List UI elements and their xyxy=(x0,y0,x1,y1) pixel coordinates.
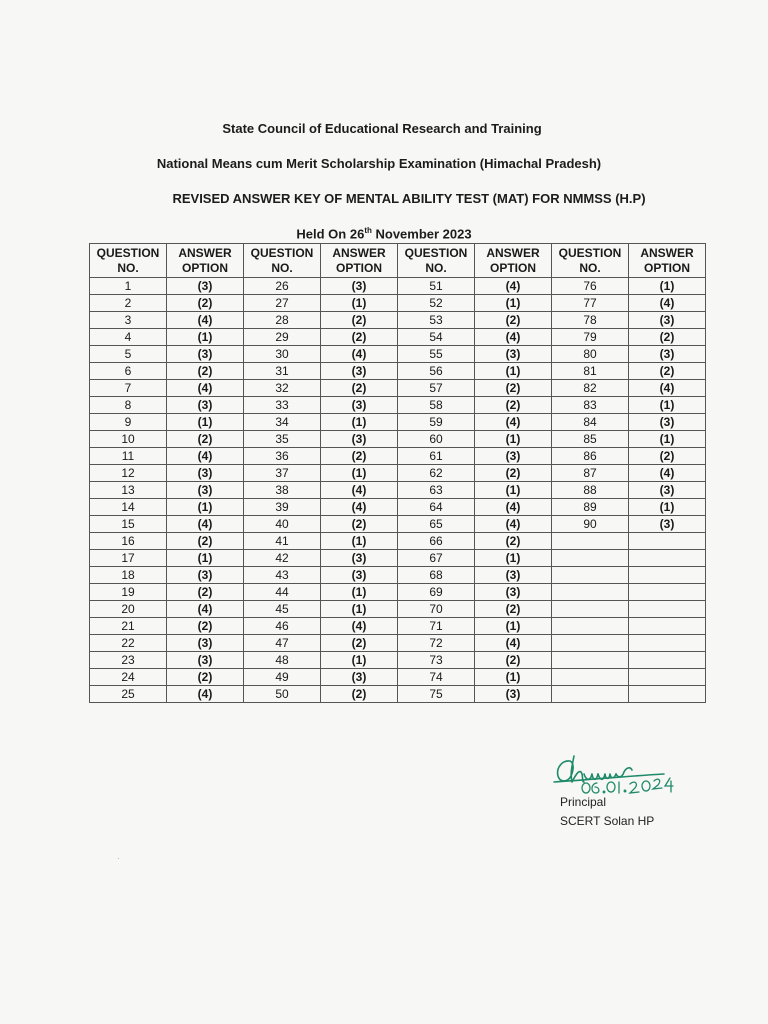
question-header-line2: NO. xyxy=(271,260,293,275)
question-header-line1: QUESTION xyxy=(558,245,622,260)
question-header-line2: NO. xyxy=(117,260,139,275)
answer-option-cell: (2) xyxy=(321,312,398,329)
table-row xyxy=(90,601,706,618)
question-number-cell: 71 xyxy=(398,618,475,635)
answer-header-line2: OPTION xyxy=(181,260,228,275)
table-row xyxy=(90,295,706,312)
question-number-cell: 32 xyxy=(244,380,321,397)
question-number-cell: 78 xyxy=(552,312,629,329)
answer-option-cell: (2) xyxy=(321,380,398,397)
table-row xyxy=(90,584,706,601)
question-number-cell: 10 xyxy=(90,431,167,448)
answer-option-cell: (1) xyxy=(167,414,244,431)
answer-option-cell: (3) xyxy=(321,431,398,448)
question-number-cell: 81 xyxy=(552,363,629,380)
question-number-cell xyxy=(552,635,629,652)
answer-option-cell: (2) xyxy=(167,533,244,550)
answer-option-cell xyxy=(629,601,706,618)
answer-option-cell: (4) xyxy=(475,329,552,346)
question-number-cell: 52 xyxy=(398,295,475,312)
table-row xyxy=(90,686,706,703)
question-number-cell: 19 xyxy=(90,584,167,601)
question-header-line2: NO. xyxy=(579,260,601,275)
answer-option-cell: (3) xyxy=(167,278,244,295)
question-number-cell: 38 xyxy=(244,482,321,499)
question-header-line1: QUESTION xyxy=(250,245,314,260)
question-number-cell: 11 xyxy=(90,448,167,465)
answer-option-cell: (1) xyxy=(321,533,398,550)
table-header-row xyxy=(90,244,706,278)
answer-option-cell: (1) xyxy=(167,329,244,346)
question-number-cell: 55 xyxy=(398,346,475,363)
question-number-cell: 50 xyxy=(244,686,321,703)
question-header-line1: QUESTION xyxy=(96,245,160,260)
answer-option-cell: (2) xyxy=(167,431,244,448)
answer-option-cell: (4) xyxy=(321,618,398,635)
question-number-cell xyxy=(552,618,629,635)
answer-option-cell: (3) xyxy=(167,346,244,363)
table-row xyxy=(90,312,706,329)
question-number-cell: 56 xyxy=(398,363,475,380)
answer-option-cell: (4) xyxy=(321,482,398,499)
answer-option-cell: (2) xyxy=(321,635,398,652)
held-superscript: th xyxy=(364,226,372,235)
answer-option-cell: (3) xyxy=(475,584,552,601)
answer-option-cell: (2) xyxy=(167,669,244,686)
question-number-cell: 63 xyxy=(398,482,475,499)
table-row xyxy=(90,465,706,482)
answer-option-cell: (2) xyxy=(475,533,552,550)
question-number-cell: 83 xyxy=(552,397,629,414)
office-label: SCERT Solan HP xyxy=(560,814,655,828)
question-number-cell: 34 xyxy=(244,414,321,431)
council-title: State Council of Educational Research and Training xyxy=(222,121,542,136)
answer-header xyxy=(629,244,706,278)
question-number-cell: 76 xyxy=(552,278,629,295)
question-number-cell xyxy=(552,584,629,601)
question-number-cell: 20 xyxy=(90,601,167,618)
question-number-cell: 90 xyxy=(552,516,629,533)
question-number-cell xyxy=(552,669,629,686)
answer-option-cell: (2) xyxy=(475,397,552,414)
answer-option-cell: (3) xyxy=(321,363,398,380)
table-row xyxy=(90,635,706,652)
answer-option-cell: (3) xyxy=(475,346,552,363)
answer-option-cell: (4) xyxy=(167,312,244,329)
answer-option-cell xyxy=(629,635,706,652)
table-row xyxy=(90,533,706,550)
question-number-cell: 37 xyxy=(244,465,321,482)
question-number-cell: 35 xyxy=(244,431,321,448)
table-row xyxy=(90,482,706,499)
question-number-cell: 89 xyxy=(552,499,629,516)
answer-option-cell: (1) xyxy=(475,618,552,635)
answer-option-cell: (4) xyxy=(475,414,552,431)
question-number-cell: 60 xyxy=(398,431,475,448)
table-row xyxy=(90,346,706,363)
table-row xyxy=(90,414,706,431)
question-number-cell: 49 xyxy=(244,669,321,686)
table-body xyxy=(90,278,706,703)
answer-option-cell: (4) xyxy=(475,635,552,652)
table-row xyxy=(90,567,706,584)
question-number-cell: 33 xyxy=(244,397,321,414)
question-number-cell: 87 xyxy=(552,465,629,482)
question-number-cell: 48 xyxy=(244,652,321,669)
table-row xyxy=(90,516,706,533)
answer-option-cell: (2) xyxy=(629,363,706,380)
question-number-cell: 14 xyxy=(90,499,167,516)
answer-option-cell xyxy=(629,669,706,686)
principal-label: Principal xyxy=(560,795,607,809)
answer-option-cell: (1) xyxy=(321,652,398,669)
question-number-cell: 43 xyxy=(244,567,321,584)
question-number-cell xyxy=(552,601,629,618)
answer-option-cell: (4) xyxy=(167,380,244,397)
answer-option-cell: (3) xyxy=(629,516,706,533)
held-suffix: November 2023 xyxy=(371,226,472,242)
table-row xyxy=(90,431,706,448)
question-number-cell: 67 xyxy=(398,550,475,567)
question-number-cell: 66 xyxy=(398,533,475,550)
question-number-cell: 12 xyxy=(90,465,167,482)
answer-option-cell: (2) xyxy=(167,618,244,635)
question-number-cell: 31 xyxy=(244,363,321,380)
answer-option-cell: (2) xyxy=(475,601,552,618)
question-number-cell: 26 xyxy=(244,278,321,295)
question-number-cell: 72 xyxy=(398,635,475,652)
question-number-cell xyxy=(552,533,629,550)
answer-option-cell: (4) xyxy=(167,448,244,465)
question-number-cell: 40 xyxy=(244,516,321,533)
question-number-cell: 15 xyxy=(90,516,167,533)
answer-option-cell: (3) xyxy=(167,652,244,669)
answer-option-cell: (1) xyxy=(629,499,706,516)
question-number-cell: 64 xyxy=(398,499,475,516)
answer-header xyxy=(167,244,244,278)
answer-option-cell: (2) xyxy=(167,295,244,312)
answer-option-cell: (3) xyxy=(321,278,398,295)
question-number-cell: 54 xyxy=(398,329,475,346)
answer-option-cell xyxy=(629,618,706,635)
answer-option-cell xyxy=(629,584,706,601)
answer-option-cell: (1) xyxy=(475,482,552,499)
question-number-cell: 44 xyxy=(244,584,321,601)
signature-image xyxy=(548,752,678,797)
answer-option-cell: (3) xyxy=(629,312,706,329)
question-number-cell: 82 xyxy=(552,380,629,397)
answer-option-cell: (4) xyxy=(475,278,552,295)
answer-option-cell: (3) xyxy=(629,414,706,431)
question-number-cell: 36 xyxy=(244,448,321,465)
question-number-cell: 46 xyxy=(244,618,321,635)
question-number-cell xyxy=(552,686,629,703)
question-number-cell: 22 xyxy=(90,635,167,652)
answer-option-cell: (4) xyxy=(167,686,244,703)
answer-option-cell: (2) xyxy=(167,584,244,601)
table-row xyxy=(90,669,706,686)
question-number-cell: 23 xyxy=(90,652,167,669)
held-on-date xyxy=(0,226,768,241)
question-number-cell: 51 xyxy=(398,278,475,295)
question-header xyxy=(244,244,321,278)
answer-option-cell: (3) xyxy=(321,550,398,567)
answer-option-cell: (4) xyxy=(629,465,706,482)
answer-header-line2: OPTION xyxy=(643,260,690,275)
question-number-cell: 45 xyxy=(244,601,321,618)
question-number-cell: 18 xyxy=(90,567,167,584)
answer-option-cell: (4) xyxy=(475,516,552,533)
answer-header-line1: ANSWER xyxy=(332,245,386,260)
question-number-cell: 68 xyxy=(398,567,475,584)
question-number-cell: 61 xyxy=(398,448,475,465)
answer-option-cell: (4) xyxy=(321,499,398,516)
answer-key-table xyxy=(89,243,706,703)
answer-option-cell: (3) xyxy=(475,567,552,584)
question-number-cell: 57 xyxy=(398,380,475,397)
answer-key-title: REVISED ANSWER KEY OF MENTAL ABILITY TEST (MAT) FOR NMMSS (H.P) xyxy=(172,191,646,206)
table-row xyxy=(90,329,706,346)
answer-option-cell: (1) xyxy=(475,669,552,686)
answer-header-line1: ANSWER xyxy=(178,245,232,260)
question-number-cell: 75 xyxy=(398,686,475,703)
answer-option-cell: (2) xyxy=(321,686,398,703)
answer-option-cell: (1) xyxy=(475,295,552,312)
question-number-cell: 39 xyxy=(244,499,321,516)
question-number-cell: 25 xyxy=(90,686,167,703)
answer-option-cell: (1) xyxy=(167,550,244,567)
question-header xyxy=(398,244,475,278)
answer-option-cell: (4) xyxy=(629,380,706,397)
question-number-cell: 84 xyxy=(552,414,629,431)
table-row xyxy=(90,550,706,567)
answer-option-cell: (3) xyxy=(167,567,244,584)
answer-option-cell: (2) xyxy=(321,329,398,346)
question-number-cell: 47 xyxy=(244,635,321,652)
answer-header xyxy=(321,244,398,278)
answer-option-cell: (1) xyxy=(321,584,398,601)
question-number-cell: 28 xyxy=(244,312,321,329)
question-number-cell: 80 xyxy=(552,346,629,363)
table-row xyxy=(90,278,706,295)
answer-option-cell: (4) xyxy=(167,516,244,533)
answer-option-cell: (1) xyxy=(475,363,552,380)
question-number-cell: 53 xyxy=(398,312,475,329)
question-number-cell: 4 xyxy=(90,329,167,346)
question-number-cell: 27 xyxy=(244,295,321,312)
answer-option-cell xyxy=(629,550,706,567)
answer-option-cell: (2) xyxy=(475,312,552,329)
question-number-cell: 8 xyxy=(90,397,167,414)
answer-option-cell: (4) xyxy=(321,346,398,363)
question-number-cell: 1 xyxy=(90,278,167,295)
answer-option-cell: (2) xyxy=(167,363,244,380)
question-number-cell xyxy=(552,652,629,669)
answer-option-cell xyxy=(629,567,706,584)
question-number-cell: 86 xyxy=(552,448,629,465)
answer-option-cell: (2) xyxy=(475,652,552,669)
question-number-cell: 42 xyxy=(244,550,321,567)
answer-option-cell: (3) xyxy=(167,635,244,652)
answer-option-cell: (1) xyxy=(629,431,706,448)
answer-header-line2: OPTION xyxy=(335,260,382,275)
table-row xyxy=(90,363,706,380)
answer-option-cell: (3) xyxy=(629,482,706,499)
question-number-cell xyxy=(552,550,629,567)
question-number-cell: 16 xyxy=(90,533,167,550)
question-number-cell: 29 xyxy=(244,329,321,346)
question-number-cell: 5 xyxy=(90,346,167,363)
question-number-cell: 77 xyxy=(552,295,629,312)
table-row xyxy=(90,652,706,669)
table-row xyxy=(90,397,706,414)
question-header-line2: NO. xyxy=(425,260,447,275)
answer-option-cell: (1) xyxy=(321,414,398,431)
scan-speck: · xyxy=(117,854,120,863)
answer-option-cell xyxy=(629,652,706,669)
question-number-cell: 17 xyxy=(90,550,167,567)
answer-option-cell: (1) xyxy=(629,397,706,414)
question-number-cell: 70 xyxy=(398,601,475,618)
answer-option-cell xyxy=(629,686,706,703)
answer-header-line2: OPTION xyxy=(489,260,536,275)
answer-option-cell: (3) xyxy=(475,686,552,703)
question-number-cell: 13 xyxy=(90,482,167,499)
answer-option-cell: (1) xyxy=(475,550,552,567)
answer-option-cell: (2) xyxy=(321,516,398,533)
held-prefix: Held On 26 xyxy=(296,226,365,242)
question-number-cell: 85 xyxy=(552,431,629,448)
question-number-cell: 59 xyxy=(398,414,475,431)
answer-option-cell: (1) xyxy=(629,278,706,295)
question-number-cell: 9 xyxy=(90,414,167,431)
question-number-cell: 21 xyxy=(90,618,167,635)
answer-option-cell: (3) xyxy=(321,669,398,686)
answer-option-cell: (4) xyxy=(629,295,706,312)
question-number-cell: 74 xyxy=(398,669,475,686)
answer-option-cell: (3) xyxy=(321,567,398,584)
question-number-cell: 73 xyxy=(398,652,475,669)
answer-option-cell: (1) xyxy=(321,465,398,482)
question-number-cell: 41 xyxy=(244,533,321,550)
question-number-cell: 88 xyxy=(552,482,629,499)
question-number-cell: 7 xyxy=(90,380,167,397)
question-header xyxy=(552,244,629,278)
answer-option-cell: (3) xyxy=(167,397,244,414)
answer-header xyxy=(475,244,552,278)
answer-option-cell: (2) xyxy=(321,448,398,465)
question-number-cell: 62 xyxy=(398,465,475,482)
answer-option-cell: (2) xyxy=(475,380,552,397)
question-number-cell: 2 xyxy=(90,295,167,312)
question-number-cell: 30 xyxy=(244,346,321,363)
answer-option-cell: (3) xyxy=(321,397,398,414)
question-number-cell: 58 xyxy=(398,397,475,414)
table-row xyxy=(90,618,706,635)
question-number-cell: 79 xyxy=(552,329,629,346)
table-row xyxy=(90,380,706,397)
answer-option-cell: (4) xyxy=(475,499,552,516)
question-number-cell: 3 xyxy=(90,312,167,329)
table-row xyxy=(90,499,706,516)
answer-header-line1: ANSWER xyxy=(640,245,694,260)
answer-option-cell: (1) xyxy=(321,601,398,618)
answer-option-cell: (2) xyxy=(629,329,706,346)
table-row xyxy=(90,448,706,465)
answer-option-cell: (3) xyxy=(475,448,552,465)
answer-option-cell: (1) xyxy=(475,431,552,448)
answer-option-cell: (4) xyxy=(167,601,244,618)
answer-option-cell: (3) xyxy=(629,346,706,363)
answer-header-line1: ANSWER xyxy=(486,245,540,260)
question-header xyxy=(90,244,167,278)
question-number-cell: 69 xyxy=(398,584,475,601)
answer-option-cell: (1) xyxy=(167,499,244,516)
answer-option-cell: (3) xyxy=(167,465,244,482)
question-header-line1: QUESTION xyxy=(404,245,468,260)
question-number-cell: 6 xyxy=(90,363,167,380)
question-number-cell: 65 xyxy=(398,516,475,533)
answer-option-cell: (1) xyxy=(321,295,398,312)
question-number-cell: 24 xyxy=(90,669,167,686)
question-number-cell xyxy=(552,567,629,584)
exam-title: National Means cum Merit Scholarship Examination (Himachal Pradesh) xyxy=(156,156,602,171)
answer-option-cell: (2) xyxy=(629,448,706,465)
answer-option-cell xyxy=(629,533,706,550)
answer-option-cell: (2) xyxy=(475,465,552,482)
answer-option-cell: (3) xyxy=(167,482,244,499)
